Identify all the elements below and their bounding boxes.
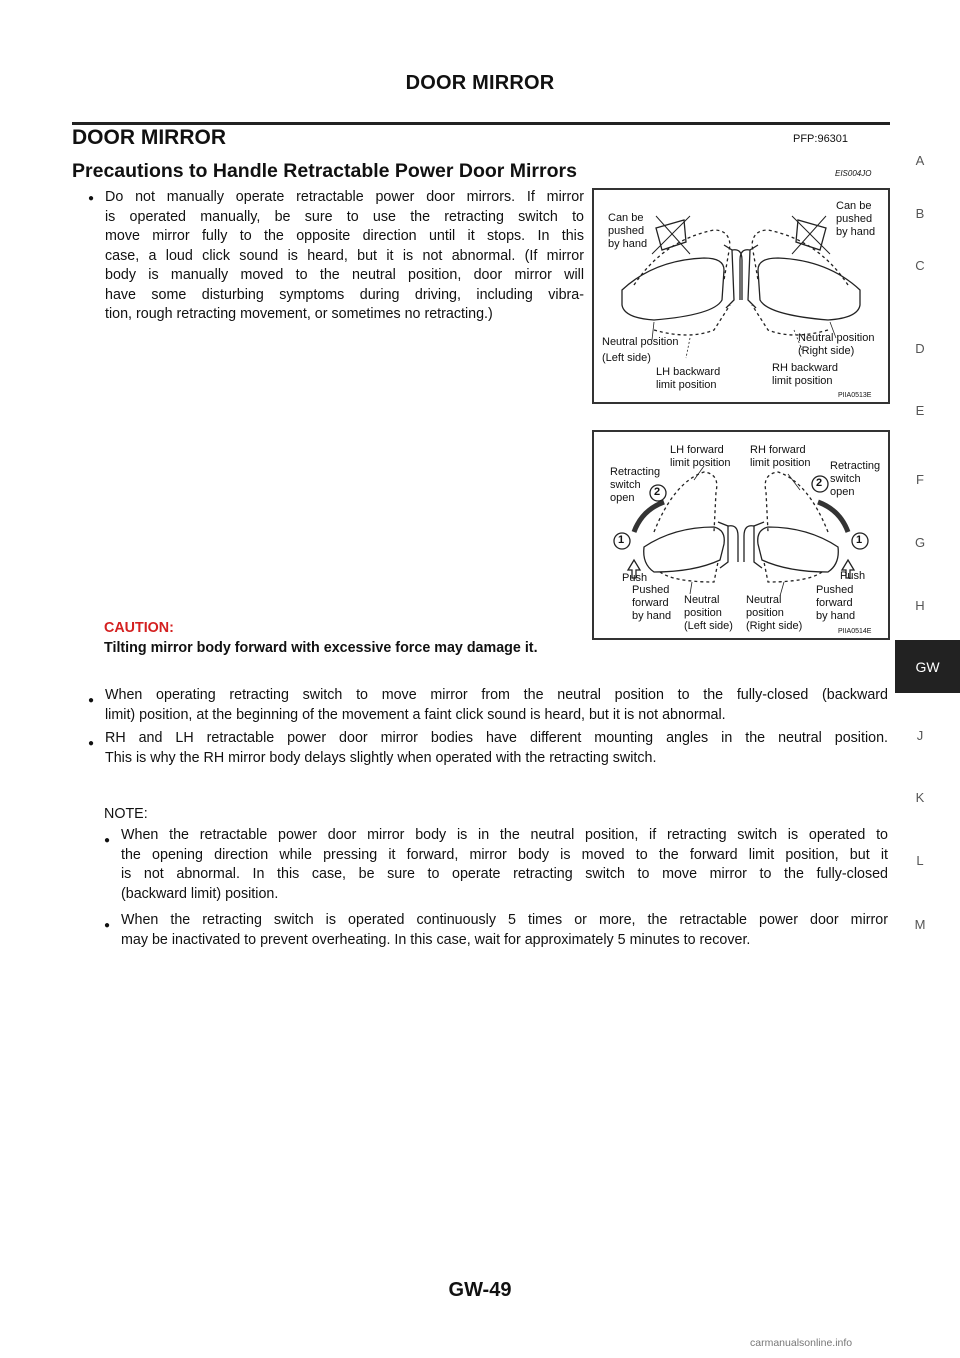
bullet-item-3 xyxy=(88,729,888,768)
page-number: GW-49 xyxy=(448,1279,512,1301)
text-line: RH and LH retractable power door mirror bodies have different mounting angles in the neutral position. xyxy=(105,730,888,746)
text-line: limit) position, at the beginning of the movement a faint click sound is heard, but it is not abnormal. xyxy=(105,706,726,723)
number-1-left: 1 xyxy=(618,534,625,546)
label-can-be-pushed-left: Can be pushed by hand xyxy=(608,212,648,250)
label-neutral-left: Neutral position (Left side) xyxy=(602,336,679,364)
label-can-be-pushed-right: Can be pushed by hand xyxy=(836,200,876,238)
note-item-2 xyxy=(104,911,888,950)
note-title: NOTE: xyxy=(104,806,148,822)
side-index-l[interactable]: L xyxy=(916,853,924,868)
text-line: the opening direction while pressing it forward, mirror body is moved to the forward limit position, but it xyxy=(121,846,888,863)
text-line: have some disturbing symptoms during driving, including vibra- xyxy=(105,286,584,303)
text-line: body is manually moved to the neutral position, door mirror will xyxy=(105,267,584,283)
side-index-d[interactable]: D xyxy=(915,341,925,356)
side-index-c[interactable]: C xyxy=(915,258,925,273)
page-header-title: DOOR MIRROR xyxy=(405,72,555,94)
header-rule xyxy=(72,122,890,125)
number-2-right: 2 xyxy=(816,477,823,489)
side-index-a[interactable]: A xyxy=(915,153,925,168)
text-line: move mirror fully to the opposite direction until it stops. In this xyxy=(105,228,584,244)
caution-title: CAUTION: xyxy=(104,620,174,636)
text-line: may be inactivated to prevent overheating. In this case, wait for approximately 5 minutes to recover. xyxy=(121,931,751,948)
label-neutral-right: Neutral position (Right side) xyxy=(746,594,803,632)
label-rh-backward: RH backward limit position xyxy=(772,362,839,387)
side-index-f[interactable]: F xyxy=(916,472,924,487)
side-index-k[interactable]: K xyxy=(915,790,925,805)
label-push-right: Push xyxy=(840,570,866,582)
figure-mirror-backward xyxy=(592,188,890,404)
label-neutral-left: Neutral position (Left side) xyxy=(684,594,733,632)
label-retracting-left: Retracting switch open xyxy=(610,466,661,504)
number-2-left: 2 xyxy=(654,486,661,498)
label-lh-forward: LH forward limit position xyxy=(670,444,731,469)
label-push-left: Push xyxy=(622,572,648,584)
text-line: When operating retracting switch to move mirror from the neutral position to the fully-closed (backward xyxy=(105,687,888,703)
label-rh-forward: RH forward limit position xyxy=(750,444,811,469)
text-line: (backward limit) position. xyxy=(121,885,279,902)
side-index-g[interactable]: G xyxy=(914,535,926,550)
side-index-h[interactable]: H xyxy=(915,598,925,613)
bullet-item-2 xyxy=(88,686,888,725)
bullet-icon: ● xyxy=(104,920,111,931)
figure-mirror-forward xyxy=(592,430,890,640)
bullet-icon: ● xyxy=(88,695,95,706)
section-title: DOOR MIRROR xyxy=(72,126,226,149)
side-index-active-tab[interactable]: GW xyxy=(895,640,960,693)
text-line: When the retracting switch is operated continuously 5 times or more, the retractable power door mirror xyxy=(121,912,888,928)
label-neutral-right: Neutral position (Right side) xyxy=(798,332,875,357)
watermark-text: carmanualsonline.info xyxy=(750,1337,853,1349)
bullet-icon: ● xyxy=(88,193,95,204)
section-code: PFP:96301 xyxy=(793,133,849,145)
figure-code: PIIA0513E xyxy=(838,392,872,399)
figure-code: PIIA0514E xyxy=(838,628,872,635)
bullet-icon: ● xyxy=(88,738,95,749)
bullet-icon: ● xyxy=(104,835,111,846)
label-lh-backward: LH backward limit position xyxy=(656,366,721,391)
caution-text: Tilting mirror body forward with excessive force may damage it. xyxy=(104,640,538,656)
subsection-code: EIS004JO xyxy=(835,169,872,178)
label-pushed-left: Pushed forward by hand xyxy=(632,584,672,622)
text-line: When the retractable power door mirror body is in the neutral position, if retracting switch is operated to xyxy=(121,827,888,843)
text-line: is operated manually, be sure to use the retracting switch to xyxy=(105,208,584,225)
side-index-e[interactable]: E xyxy=(915,403,925,418)
subsection-title: Precautions to Handle Retractable Power Door Mirrors xyxy=(72,160,577,182)
side-index-j[interactable]: J xyxy=(916,728,924,743)
label-pushed-right: Pushed forward by hand xyxy=(816,584,856,622)
bullet-item-1 xyxy=(88,188,584,325)
text-line: is not abnormal. In this case, be sure to operate retracting switch to move mirror to the fully-closed xyxy=(121,866,888,882)
side-index-b[interactable]: B xyxy=(915,206,925,221)
text-line: This is why the RH mirror body delays slightly when operated with the retracting switch. xyxy=(105,749,657,766)
text-line: case, a loud click sound is heard, but it is not abnormal. (If mirror xyxy=(105,247,584,264)
number-1-right: 1 xyxy=(856,534,863,546)
text-line: Do not manually operate retractable power door mirrors. If mirror xyxy=(105,189,584,205)
label-retracting-right: Retracting switch open xyxy=(830,460,881,498)
side-index-m[interactable]: M xyxy=(914,917,926,932)
note-item-1 xyxy=(104,826,888,904)
text-line: tion, rough retracting movement, or sometimes no retracting.) xyxy=(105,306,493,322)
